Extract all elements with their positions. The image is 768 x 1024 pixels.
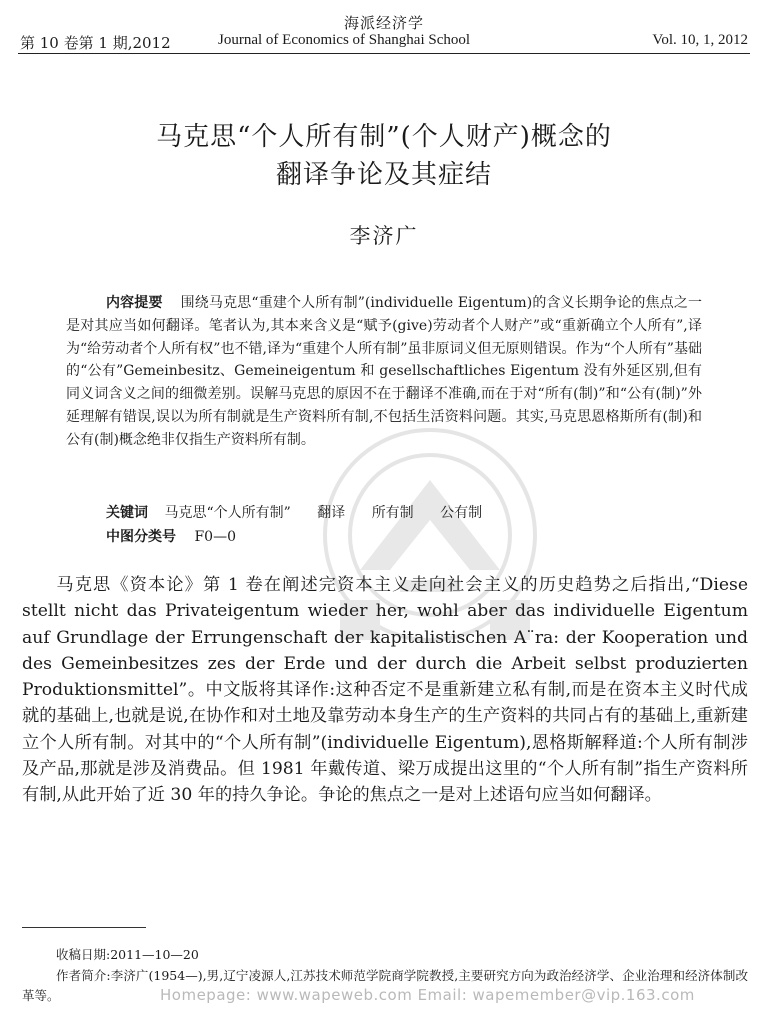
keyword: 公有制 — [440, 505, 483, 521]
body-paragraph: 马克思《资本论》第 1 卷在阐述完资本主义走向社会主义的历史趋势之后指出,“Diese stellt nicht das Privateigentum wieder her, wohl aber das individuelle Eigentum auf Grundlage der Errungenschaft der kapitalistischen A¨ra: der Kooperation und des Gemeinbesitzes zes der Erde und der durch die Arbeit selbst produzierten Produktionsmittel”。中文版将其译作:这种否定不是重新建立私有制,而是在资本主义时代成就的基础上,也就是说,在协作和对土地及靠劳动本身生产的生产资料的共同占有的基础上,重新建立个人所有制。对其中的“个人所有制”(individuelle Eigentum),恩格斯解释道:个人所有制涉及产品,那就是涉及消费品。但 1981 年戴传道、梁万成提出这里的“个人所有制”指生产资料所有制,从此开始了近 30 年的持久争论。争论的焦点之一是对上述语句应当如何翻译。 — [22, 575, 748, 806]
abstract-text: 围绕马克思“重建个人所有制”(individuelle Eigentum)的含义长期争论的焦点之一是对其应当如何翻译。笔者认为,其本来含义是“赋予(give)劳动者个人财产”或“重新确立个人所有”,译为“给劳动者个人所有权”也不错,译为“重建个人所有制”虽非原词义但无原则错误。作为“个人所有”基础的“公有”Gemeinbesitz、Gemeineigentum 和 gesellschaftliches Eigentum 没有外延区别,但有同义词含义之间的细微差别。误解马克思的原因不在于翻译不准确,而在于对“所有(制)”和“公有(制)”外延理解有错误,误以为所有制就是生产资料所有制,不包括生活资料问题。其实,马克思恩格斯所有(制)和公有(制)概念绝非仅指生产资料所有制。 — [66, 295, 703, 448]
volume-info-en: Vol. 10, 1, 2012 — [652, 32, 748, 48]
paper-title-line-2: 翻译争论及其症结 — [275, 160, 492, 190]
header-rule — [18, 53, 750, 54]
abstract-label: 内容提要 — [106, 295, 163, 311]
classification-line — [106, 526, 236, 546]
issue-info-cn: 第 10 卷第 1 期,2012 — [20, 34, 171, 52]
abstract — [66, 292, 702, 452]
keyword: 所有制 — [371, 505, 414, 521]
classification-code: F0—0 — [194, 529, 236, 545]
classification-label: 中图分类号 — [106, 529, 176, 545]
journal-name-cn: 海派经济学 — [343, 14, 424, 32]
keyword: 翻译 — [317, 505, 346, 521]
keyword: 马克思“个人所有制” — [164, 505, 291, 521]
body-text — [22, 572, 748, 809]
keywords-label: 关键词 — [106, 505, 148, 521]
author-bio: 作者简介:李济广(1954—),男,辽宁凌源人,江苏技术师范学院商学院教授,主要研究方向为政治经济学、企业治理和经济体制改革等。 — [22, 968, 748, 1003]
footnote-rule — [22, 927, 146, 928]
author-name: 李济广 — [349, 224, 419, 248]
journal-name-en: Journal of Economics of Shanghai School — [218, 32, 471, 48]
keywords-line — [106, 502, 504, 522]
paper-title-line-1: 马克思“个人所有制”(个人财产)概念的 — [156, 122, 612, 152]
watermark-contact-text: Homepage: www.wapeweb.com Email: wapemember@vip.163.com — [160, 986, 695, 1004]
received-date: 收稿日期:2011—10—20 — [56, 947, 199, 962]
